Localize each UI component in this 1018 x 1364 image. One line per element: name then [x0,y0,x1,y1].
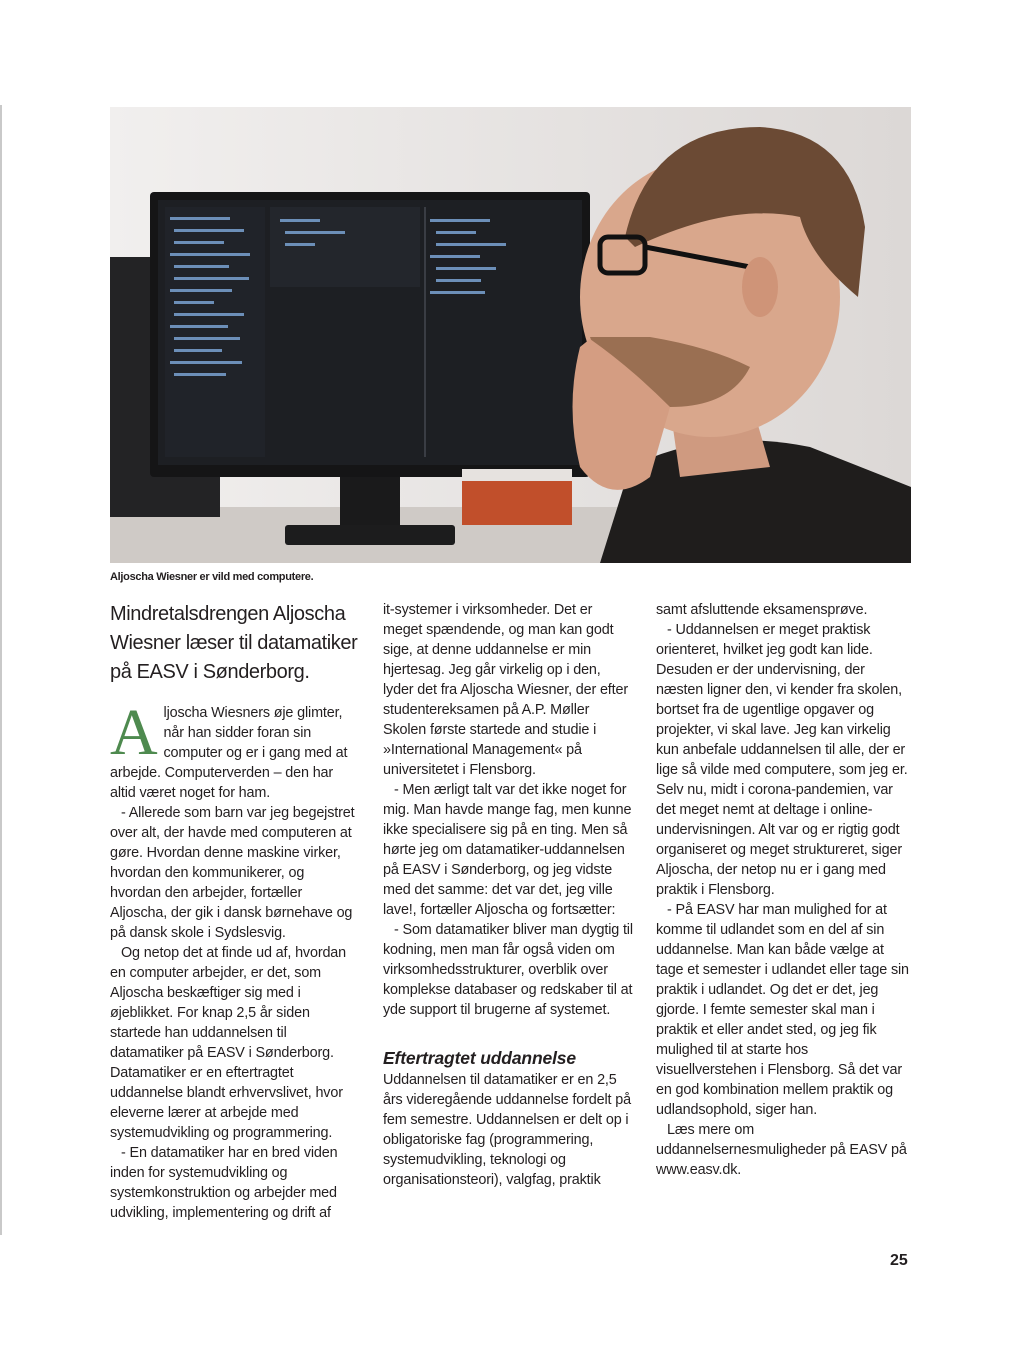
monitor-stand-neck [340,477,400,527]
body-paragraph: ljoscha Wiesners øje glimter, når han sidder foran sin computer og er i gang med at arbejde. Computerverden – den har altid været noget for ham. [110,705,348,801]
desk-box-top [462,469,572,481]
drop-cap: A [110,696,158,769]
page-edge-line [0,105,2,1235]
body-paragraph: - Men ærligt talt var det ikke noget for mig. Man havde mange fag, men kunne ikke specialisere sig på en ting. Men så hørte jeg om datamatiker-uddannelsen på EASV i Sønderborg, og jeg vidste med det samme: det var det, jeg ville lave!, fortæller Aljoscha og fortsætter: [383,782,632,918]
body-paragraph: Læs mere om uddannelsernesmuligheder på EASV på www.easv.dk. [656,1122,907,1178]
desk-box [462,475,572,525]
column-2 [383,600,633,1190]
code-panel-left [165,207,265,457]
column-1 [110,600,358,1223]
body-paragraph: Og netop det at finde ud af, hvordan en computer arbejder, er det, som Aljoscha beskæftiger sig med i øjeblikket. For knap 2,5 år siden startede han uddannelsen til datamatiker på EASV i Sønderborg. Datamatiker er en eftertragtet uddannelse blandt erhvervslivet, hvor eleverne lærer at arbejde med systemudvikling og programmering. [110,945,347,1141]
page-number: 25 [890,1252,908,1269]
body-paragraph: - Som datamatiker bliver man dygtig til kodning, men man får også viden om virksomhedsstrukturer, overblik over komplekse databaser og redskaber til at yde support til brugerne af systemet. [383,922,633,1018]
body-paragraph: it-systemer i virksomheder. Det er meget spændende, og man kan godt sige, at denne uddannelse er min hjertesag. Jeg går virkelig op i den, lyder det fra Aljoscha Wiesner, der efter studentereksamen på A.P. Møller Skolen første startede and studie i »International Management« på universitetet i Flensborg. [383,602,629,778]
person-ear [742,257,778,317]
subheading: Eftertragtet uddannelse [383,1048,576,1068]
monitor-stand-base [285,525,455,545]
photo-caption: Aljoscha Wiesner er vild med computere. [110,571,314,583]
body-paragraph: Uddannelsen til datamatiker er en 2,5 års videregående uddannelse fordelt på fem semestre. Uddannelsen er delt op i obligatoriske fag (programmering, systemudvikling, teknologi og organisationsteori), valgfag, praktik [383,1072,631,1188]
body-paragraph: - På EASV har man mulighed for at komme til udlandet som en del af sin uddannelse. Man kan både vælge at tage et semester i udlandet eller tage sin praktik i udlandet. Og det er det, jeg gjorde. I femte semester skal man i praktik et eller andet sted, og jeg fik mulighed til at starte hos visuellverstehen i Flensborg. Så det var en god kombination mellem praktik og udlandsophold, siger han. [656,902,909,1118]
body-paragraph: - Uddannelsen er meget praktisk orienteret, hvilket jeg godt kan lide. Desuden er der undervisning, der næsten ligner den, vi kender fra skolen, bortset fra de ugentlige opgaver og projekter, vi skal lave. Jeg kan virkelig kun anbefale uddannelsen til alle, der er lige så vilde med computere, som jeg er. Selv nu, midt i corona-pandemien, var det meget nemt at deltage i online-undervisningen. Alt var og er rigtig godt organiseret og meget struktureret, siger Aljoscha, der netop nu er i gang med praktik i Flensborg. [656,622,908,898]
body-paragraph: samt afsluttende eksamensprøve. [656,602,868,618]
body-paragraph: - En datamatiker har en bred viden inden for systemudvikling og systemkonstruktion og arbejder med udvikling, implementering og drift af [110,1145,338,1221]
article-photo [110,107,911,563]
body-paragraph: - Allerede som barn var jeg begejstret over alt, der havde med computeren at gøre. Hvordan denne maskine virker, hvordan den kommunikerer, og hvordan den arbejder, fortæller Aljoscha, der gik i dansk børnehave og på dansk skole i Sydslesvig. [110,805,355,941]
lead-text: Mindretalsdrengen Aljoscha Wiesner læser til datamatiker på EASV i Sønderborg. [110,603,358,683]
column-3 [656,600,912,1180]
